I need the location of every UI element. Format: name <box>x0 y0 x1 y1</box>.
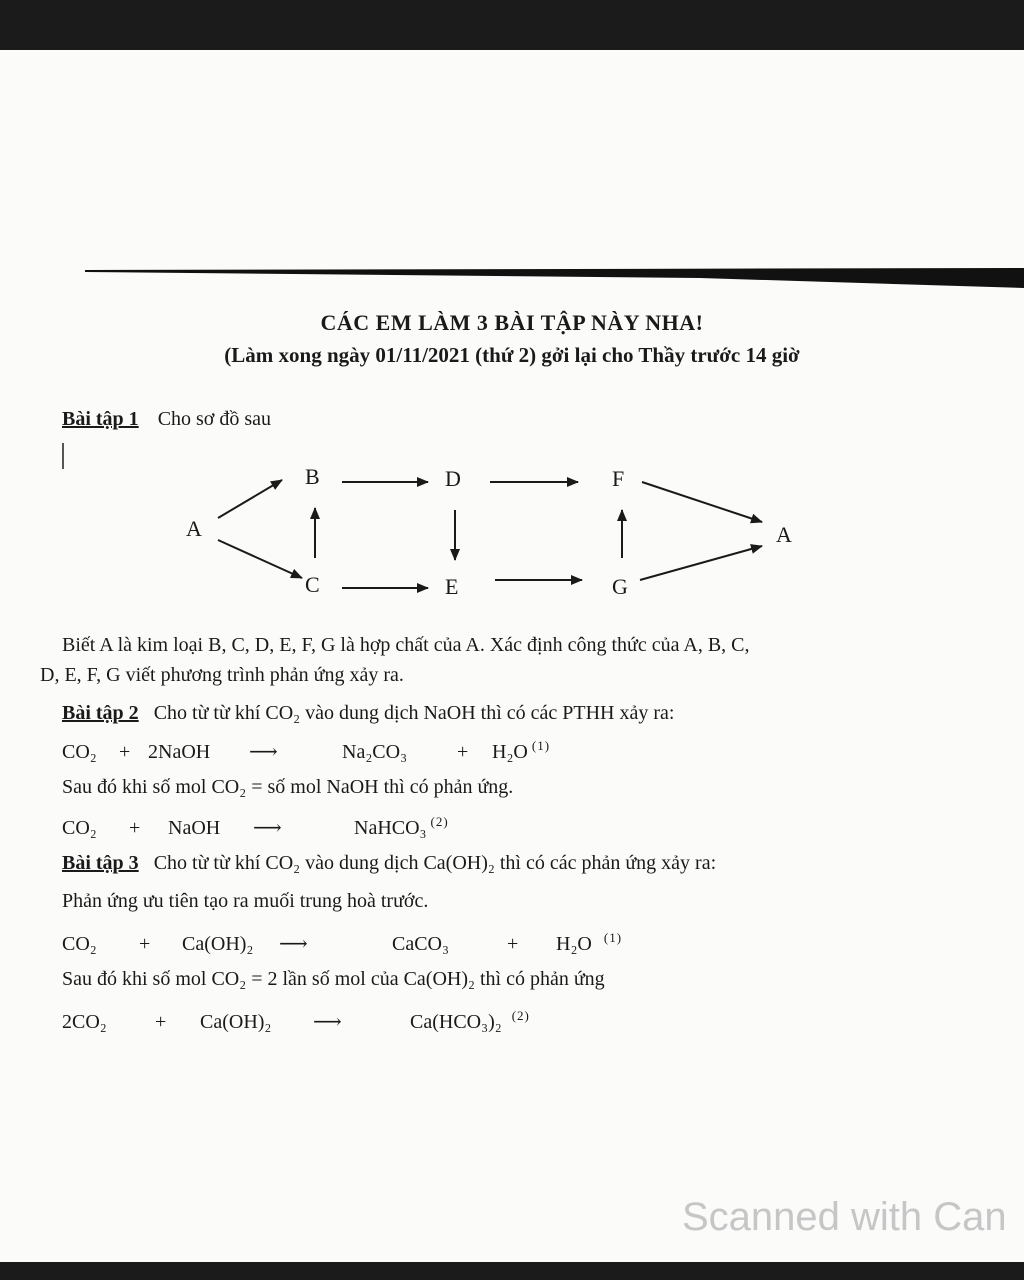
exercise-1-text-2: D, E, F, G viết phương trình phản ứng xảy ra. <box>40 664 404 686</box>
node-e: E <box>445 574 459 599</box>
eq-reactant-2: NaOH <box>168 816 221 839</box>
eq-arrow: ⟶ <box>313 1010 342 1033</box>
arrow-g-to-a <box>640 546 762 580</box>
arrow-a-to-c <box>218 540 302 578</box>
eq-product-2: H₂O <box>492 740 528 763</box>
eq-product-1: Ca(HCO₃)₂ <box>410 1010 502 1033</box>
eq-product-1: Na₂CO₃ <box>342 740 408 763</box>
eq-reactant-1: CO₂ <box>62 740 97 763</box>
exercise-3-equation-2 <box>62 1008 530 1034</box>
exercise-3-heading <box>62 852 716 875</box>
node-b: B <box>305 464 320 489</box>
exercise-2-intro: Cho từ từ khí CO₂ vào dung dịch NaOH thì có các PTHH xảy ra: <box>153 702 675 724</box>
eq-reactant-2: 2NaOH <box>148 740 211 763</box>
exercise-1-text-1: Biết A là kim loại B, C, D, E, F, G là hợp chất của A. Xác định công thức của A, B, C, <box>62 634 750 656</box>
reaction-diagram <box>170 450 810 610</box>
node-f: F <box>612 466 625 491</box>
eq-number: (2) <box>430 814 449 829</box>
exercise-3-line-2: Phản ứng ưu tiên tạo ra muối trung hoà trước. <box>62 890 429 912</box>
exercise-3-intro: Cho từ từ khí CO₂ vào dung dịch Ca(OH)₂ thì có các phản ứng xảy ra: <box>153 852 717 874</box>
arrow-a-to-b <box>218 480 282 518</box>
exercise-1-label: Bài tập 1 <box>62 408 139 430</box>
scanner-watermark: Scanned with Can <box>682 1195 1007 1239</box>
eq-arrow: ⟶ <box>279 932 308 955</box>
node-d: D <box>445 466 461 491</box>
exercise-2-equation-2 <box>62 814 449 840</box>
eq-plus: + <box>139 932 151 955</box>
scanner-bottom-bar <box>0 1262 1024 1280</box>
eq-plus: + <box>457 740 469 763</box>
page-subtitle: (Làm xong ngày 01/11/2021 (thứ 2) gởi lại cho Thầy trước 14 giờ <box>224 343 800 367</box>
text-cursor <box>62 443 64 469</box>
arrow-f-to-a <box>642 482 762 522</box>
node-a-left: A <box>186 516 202 541</box>
node-g: G <box>612 574 628 599</box>
exercise-2-label: Bài tập 2 <box>62 702 139 724</box>
eq-arrow: ⟶ <box>253 816 282 839</box>
eq-reactant-1: CO₂ <box>62 816 97 839</box>
eq-product-1: NaHCO₃ <box>354 816 427 839</box>
eq-reactant-2: Ca(OH)₂ <box>182 932 254 955</box>
eq-plus: + <box>119 740 131 763</box>
eq-reactant-1: CO₂ <box>62 932 97 955</box>
exercise-3-middle-text: Sau đó khi số mol CO₂ = 2 lần số mol của Ca(OH)₂ thì có phản ứng <box>62 968 605 990</box>
exercise-1-heading <box>62 408 271 431</box>
eq-number: (2) <box>511 1008 530 1023</box>
exercise-1-intro: Cho sơ đồ sau <box>157 408 272 430</box>
exercise-3-equation-1 <box>62 930 622 956</box>
eq-reactant-2: Ca(OH)₂ <box>200 1010 272 1033</box>
eq-reactant-1: 2CO₂ <box>62 1010 107 1033</box>
eq-plus: + <box>155 1010 167 1033</box>
exercise-2-middle-text: Sau đó khi số mol CO₂ = số mol NaOH thì có phản ứng. <box>62 776 514 798</box>
eq-arrow: ⟶ <box>249 740 278 763</box>
exercise-2-equation-1 <box>62 738 550 764</box>
page-title: CÁC EM LÀM 3 BÀI TẬP NÀY NHA! <box>320 310 704 335</box>
eq-plus: + <box>129 816 141 839</box>
eq-product-2: H₂O <box>556 932 592 955</box>
diagram-arrows <box>170 450 810 610</box>
eq-number: (1) <box>531 738 551 753</box>
eq-number: (1) <box>603 930 623 945</box>
scanner-top-bar <box>0 0 1024 50</box>
node-a-right: A <box>776 522 792 547</box>
header-rule <box>0 262 1024 292</box>
eq-plus: + <box>507 932 519 955</box>
node-c: C <box>305 572 320 597</box>
exercise-2-heading <box>62 702 674 725</box>
exercise-3-label: Bài tập 3 <box>62 852 139 874</box>
eq-product-1: CaCO₃ <box>392 932 449 955</box>
